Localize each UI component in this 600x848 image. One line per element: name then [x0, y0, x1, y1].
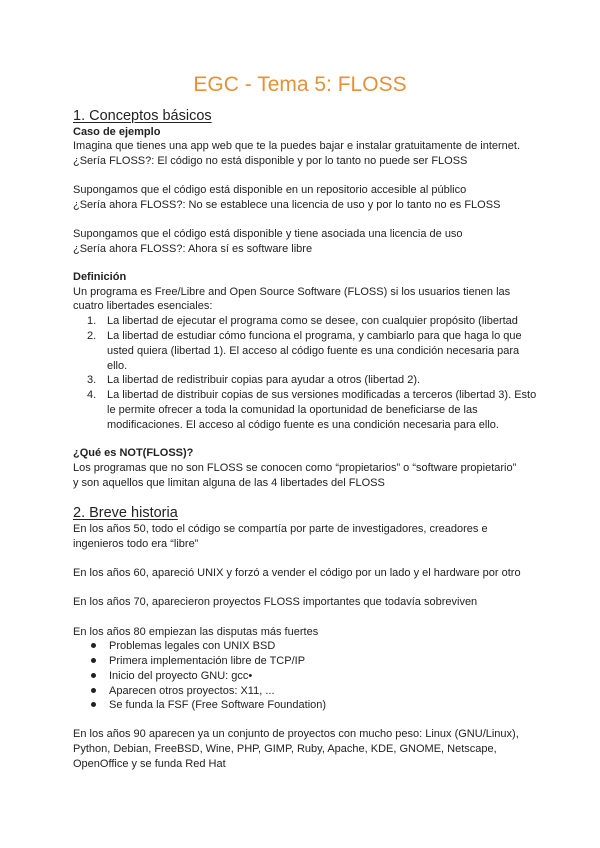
document-title: EGC - Tema 5: FLOSS — [193, 73, 407, 96]
history-line: En los años 50, todo el código se compartía por parte de investigadores, creadores e — [73, 523, 488, 535]
freedom-item — [87, 388, 537, 433]
freedom-item — [87, 329, 537, 374]
list-text: La libertad de redistribuir copias para ayudar a otros (libertad 2). — [107, 374, 421, 386]
bullet-text: Primera implementación libre de TCP/IP — [109, 655, 306, 667]
section-heading-conceptos: 1. Conceptos básicos — [73, 108, 212, 124]
bullet-text: Problemas legales con UNIX BSD — [109, 640, 276, 652]
history-line: En los años 60, apareció UNIX y forzó a vender el código por un lado y el hardware por otro — [73, 567, 521, 579]
bullet-item — [87, 669, 252, 683]
list-text: La libertad de ejecutar el programa como se desee, con cualquier propósito (libertad — [107, 315, 518, 327]
list-number: 3. — [87, 374, 97, 386]
list-text: La libertad de estudiar cómo funciona el programa, y cambiarlo para que haga lo que usted quiera (libertad 1). El acceso al código fuente es una condición necesaria para ello. — [107, 330, 522, 372]
bullet-item — [87, 684, 275, 698]
bullet-item — [87, 639, 275, 653]
bullet-icon — [91, 673, 96, 678]
case-line: Imagina que tienes una app web que te la puedes bajar e instalar gratuitamente de internet. — [73, 140, 521, 152]
notfloss-line: Los programas que no son FLOSS se conocen como “propietarios” o “software propietario” — [73, 462, 517, 474]
bullet-text: Inicio del proyecto GNU: gcc• — [109, 670, 253, 682]
list-number: 2. — [87, 330, 97, 342]
list-text: La libertad de distribuir copias de sus versiones modificadas a terceros (libertad 3). Esto le permite ofrecer a toda la comunidad la oportunidad de beneficiarse de las modificaciones. El acceso al código fuente es una condición necesaria para ello. — [107, 389, 537, 431]
freedom-item — [87, 314, 537, 329]
bullet-item — [87, 698, 326, 712]
bullet-icon — [91, 702, 96, 707]
bullet-text: Aparecen otros proyectos: X11, ... — [109, 685, 275, 697]
bullet-icon — [91, 658, 96, 663]
bullet-item — [87, 654, 305, 668]
history-line: Python, Debian, FreeBSD, Wine, PHP, GIMP, Ruby, Apache, KDE, GNOME, Netscape, — [73, 743, 497, 755]
case-line: Supongamos que el código está disponible en un repositorio accesible al público — [73, 184, 467, 196]
case-line: ¿Sería ahora FLOSS?: No se establece una licencia de uso y por lo tanto no es FLOSS — [73, 199, 501, 211]
freedom-item — [87, 373, 537, 388]
definition-line: cuatro libertades esenciales: — [73, 300, 213, 312]
list-number: 1. — [87, 315, 97, 327]
bullet-icon — [91, 643, 96, 648]
bullet-text: Se funda la FSF (Free Software Foundation) — [109, 699, 327, 711]
notfloss-line: y son aquellos que limitan alguna de las 4 libertades del FLOSS — [73, 477, 385, 489]
notfloss-heading: ¿Qué es NOT(FLOSS)? — [73, 447, 194, 459]
case-heading: Caso de ejemplo — [73, 126, 161, 138]
definition-line: Un programa es Free/Libre and Open Source Software (FLOSS) si los usuarios tienen las — [73, 286, 511, 298]
history-line: En los años 80 empiezan las disputas más fuertes — [73, 626, 319, 638]
history-line: En los años 70, aparecieron proyectos FLOSS importantes que todavía sobreviven — [73, 596, 478, 608]
section-heading-historia: 2. Breve historia — [73, 505, 178, 521]
history-line: ingenieros todo era “libre” — [73, 538, 199, 550]
history-line: En los años 90 aparecen ya un conjunto de proyectos con mucho peso: Linux (GNU/Linux), — [73, 728, 519, 740]
definition-heading: Definición — [73, 271, 127, 283]
bullet-icon — [91, 688, 96, 693]
list-number: 4. — [87, 389, 97, 401]
case-line: ¿Sería ahora FLOSS?: Ahora sí es software libre — [73, 243, 313, 255]
case-line: ¿Sería FLOSS?: El código no está disponible y por lo tanto no puede ser FLOSS — [73, 155, 468, 167]
case-line: Supongamos que el código está disponible y tiene asociada una licencia de uso — [73, 228, 463, 240]
history-line: OpenOffice y se funda Red Hat — [73, 758, 226, 770]
